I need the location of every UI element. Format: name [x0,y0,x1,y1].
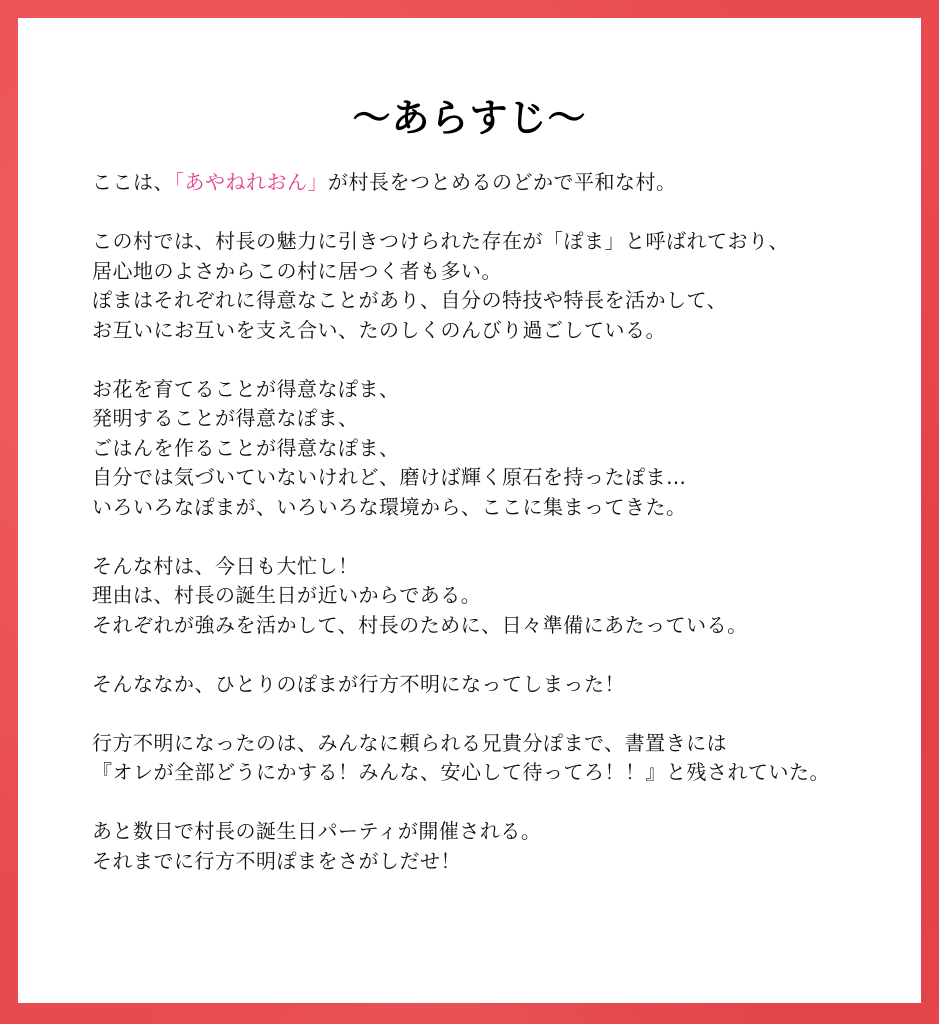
text-line: この村では、村長の魅力に引きつけられた存在が「ぽま」と呼ばれており、 [92,229,789,253]
text-line: そんな村は、今日も大忙し！ [92,553,359,578]
text-line: 発明することが得意なぽま、 [92,406,359,430]
text-line: あと数日で村長の誕生日パーティが開催される。 [92,819,542,843]
text-line: ぽまはそれぞれに得意なことがあり、自分の特技や特長を活かして、 [92,288,728,312]
text-line: お互いにお互いを支え合い、たのしくのんびり過ごしている。 [92,317,666,342]
text-line: 居心地のよさからこの村に居つく者も多い。 [92,258,502,283]
synopsis-body [92,168,892,906]
paragraph-2 [92,227,892,345]
text-line: そんななか、ひとりのぽまが行方不明になってしまった！ [92,671,625,696]
text-segment: ここは、 [92,170,174,194]
text-line: 理由は、村長の誕生日が近いからである。 [92,583,482,607]
village-chief-name: 「あやねれおん」 [174,170,328,194]
text-line [92,168,892,198]
text-line: それぞれが強みを活かして、村長のために、日々準備にあたっている。 [92,612,748,637]
text-segment: が村長をつとめるのどかで平和な村。 [328,170,677,194]
paragraph-5 [92,670,892,700]
paragraph-6 [92,729,892,788]
text-line: それまでに行方不明ぽまをさがしだせ！ [92,848,461,873]
text-line: いろいろなぽまが、いろいろな環境から、ここに集まってきた。 [92,494,687,519]
text-line: 行方不明になったのは、みんなに頼られる兄貴分ぽまで、書置きには [92,730,728,755]
paragraph-3 [92,375,892,523]
page-title: 〜あらすじ〜 [352,96,587,140]
paragraph-1 [92,168,892,198]
text-line: ごはんを作ることが得意なぽま、 [92,435,400,460]
synopsis-card [18,18,921,1003]
paragraph-7 [92,817,892,876]
text-line: 自分では気づいていないけれど、磨けば輝く原石を持ったぽま… [92,465,687,489]
text-line: 『オレが全部どうにかする！みんな、安心して待ってろ！！』と残されていた。 [92,760,830,784]
text-line: お花を育てることが得意なぽま、 [92,376,400,401]
paragraph-4 [92,552,892,641]
